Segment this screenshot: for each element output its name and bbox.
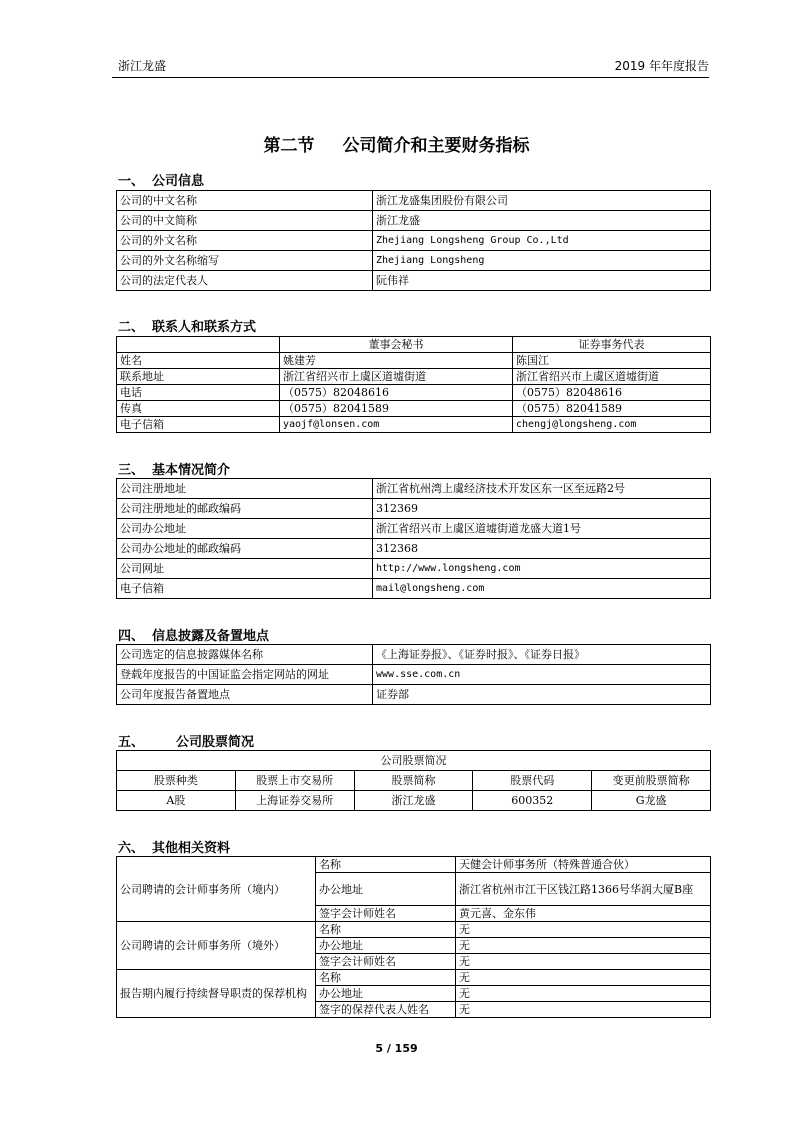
table-row xyxy=(117,271,711,291)
table-cell: （0575）82041589 xyxy=(280,401,513,417)
table-caption: 公司股票简况 xyxy=(117,751,711,771)
section-heading-disclosure xyxy=(118,625,269,644)
table-cell: 无 xyxy=(456,954,711,970)
section-heading-title: 基本情况简介 xyxy=(152,463,231,478)
header-report-title: 2019 年年度报告 xyxy=(614,59,709,73)
table-cell: 公司注册地址 xyxy=(117,479,373,499)
table-caption-row xyxy=(117,751,711,771)
group-label: 报告期内履行持续督导职责的保荐机构 xyxy=(117,970,316,1018)
table-cell: mail@longsheng.com xyxy=(373,579,711,599)
table-cell: 公司办公地址的邮政编码 xyxy=(117,539,373,559)
table-cell: 600352 xyxy=(473,791,592,811)
table-row xyxy=(117,559,711,579)
table-cell: 公司的中文名称 xyxy=(117,191,373,211)
table-cell: 名称 xyxy=(316,970,456,986)
table-cell: 无 xyxy=(456,1002,711,1018)
group-label: 公司聘请的会计师事务所（境内） xyxy=(117,857,316,922)
table-row xyxy=(117,922,711,938)
table-cell: G龙盛 xyxy=(592,791,711,811)
table-cell: 公司的外文名称缩写 xyxy=(117,251,373,271)
page-title xyxy=(0,131,793,156)
table-cell: 电子信箱 xyxy=(117,417,280,433)
table-cell: 浙江省杭州市江干区钱江路1366号华润大厦B座 xyxy=(456,873,711,906)
table-cell: 公司注册地址的邮政编码 xyxy=(117,499,373,519)
table-row xyxy=(117,665,711,685)
table-row xyxy=(117,417,711,433)
table-header-row xyxy=(117,771,711,791)
table-row xyxy=(117,191,711,211)
table-row xyxy=(117,970,711,986)
table-cell: 无 xyxy=(456,970,711,986)
table-cell: 办公地址 xyxy=(316,938,456,954)
table-cell: 公司选定的信息披露媒体名称 xyxy=(117,645,373,665)
table-header-cell: 证券事务代表 xyxy=(513,337,711,353)
table-cell: 公司的法定代表人 xyxy=(117,271,373,291)
table-cell: http://www.longsheng.com xyxy=(373,559,711,579)
table-row xyxy=(117,369,711,385)
table-cell: （0575）82048616 xyxy=(280,385,513,401)
section-heading-number: 三、 xyxy=(118,463,145,478)
table-cell: 浙江省绍兴市上虞区道墟街道龙盛大道1号 xyxy=(373,519,711,539)
table-cell: www.sse.com.cn xyxy=(373,665,711,685)
section-name: 公司简介和主要财务指标 xyxy=(342,136,530,156)
table-cell: 浙江省杭州湾上虞经济技术开发区东一区至远路2号 xyxy=(373,479,711,499)
table-row xyxy=(117,645,711,665)
table-cell: 阮伟祥 xyxy=(373,271,711,291)
table-cell: 浙江省绍兴市上虞区道墟街道 xyxy=(513,369,711,385)
table-cell: yaojf@lonsen.com xyxy=(280,417,513,433)
table-row xyxy=(117,401,711,417)
table-cell: 312369 xyxy=(373,499,711,519)
table-row xyxy=(117,251,711,271)
section-number: 第二节 xyxy=(263,136,315,156)
table-row xyxy=(117,579,711,599)
section-heading-number: 四、 xyxy=(118,629,145,644)
table-cell: 公司的外文名称 xyxy=(117,231,373,251)
section-heading-other xyxy=(118,837,230,856)
other-info-table xyxy=(116,856,711,1018)
table-cell: chengj@longsheng.com xyxy=(513,417,711,433)
table-header-cell: 股票种类 xyxy=(117,771,236,791)
section-heading-contacts xyxy=(118,316,256,335)
table-row xyxy=(117,231,711,251)
section-heading-number: 五、 xyxy=(118,735,145,750)
section-heading-title: 公司股票简况 xyxy=(176,735,255,750)
table-cell: 公司网址 xyxy=(117,559,373,579)
table-row xyxy=(117,211,711,231)
section-heading-number: 二、 xyxy=(118,320,145,335)
table-cell: 上海证券交易所 xyxy=(235,791,354,811)
table-row xyxy=(117,519,711,539)
section-heading-title: 公司信息 xyxy=(152,174,205,189)
table-header-cell: 股票代码 xyxy=(473,771,592,791)
table-cell: A股 xyxy=(117,791,236,811)
stock-table xyxy=(116,750,711,811)
section-heading-number: 六、 xyxy=(118,841,145,856)
table-header-row xyxy=(117,337,711,353)
table-cell: 312368 xyxy=(373,539,711,559)
table-cell: 公司办公地址 xyxy=(117,519,373,539)
table-cell: 《上海证券报》、《证券时报》、《证券日报》 xyxy=(373,645,711,665)
table-cell: 天健会计师事务所（特殊普通合伙） xyxy=(456,857,711,873)
company-info-table xyxy=(116,190,711,291)
table-cell: 电话 xyxy=(117,385,280,401)
table-row xyxy=(117,685,711,705)
table-cell: Zhejiang Longsheng xyxy=(373,251,711,271)
section-heading-title: 联系人和联系方式 xyxy=(152,320,257,335)
table-cell: 无 xyxy=(456,922,711,938)
table-row xyxy=(117,385,711,401)
table-cell: （0575）82041589 xyxy=(513,401,711,417)
table-row xyxy=(117,353,711,369)
table-cell: 名称 xyxy=(316,922,456,938)
table-cell: 姚建芳 xyxy=(280,353,513,369)
table-cell: 签字会计师姓名 xyxy=(316,906,456,922)
page-number: 5 / 159 xyxy=(375,1042,418,1055)
disclosure-table xyxy=(116,644,711,705)
table-cell: 办公地址 xyxy=(316,986,456,1002)
table-row xyxy=(117,499,711,519)
table-cell: 名称 xyxy=(316,857,456,873)
section-heading-title: 其他相关资料 xyxy=(152,841,231,856)
table-header-cell xyxy=(117,337,280,353)
table-cell: Zhejiang Longsheng Group Co.,Ltd xyxy=(373,231,711,251)
table-cell: 浙江龙盛 xyxy=(354,791,473,811)
table-row xyxy=(117,857,711,873)
table-header-cell: 股票上市交易所 xyxy=(235,771,354,791)
table-cell: 传真 xyxy=(117,401,280,417)
table-cell: 陈国江 xyxy=(513,353,711,369)
table-cell: 无 xyxy=(456,938,711,954)
contacts-table xyxy=(116,336,711,433)
table-cell: 办公地址 xyxy=(316,873,456,906)
table-header-cell: 董事会秘书 xyxy=(280,337,513,353)
section-heading-company-info xyxy=(118,170,204,189)
table-cell: 姓名 xyxy=(117,353,280,369)
header-company: 浙江龙盛 xyxy=(118,59,167,73)
table-cell: 电子信箱 xyxy=(117,579,373,599)
table-cell: 签字的保荐代表人姓名 xyxy=(316,1002,456,1018)
group-label: 公司聘请的会计师事务所（境外） xyxy=(117,922,316,970)
table-cell: 公司的中文简称 xyxy=(117,211,373,231)
table-row xyxy=(117,479,711,499)
table-cell: 登载年度报告的中国证监会指定网站的网址 xyxy=(117,665,373,685)
section-heading-number: 一、 xyxy=(118,174,145,189)
table-header-cell: 变更前股票简称 xyxy=(592,771,711,791)
table-row xyxy=(117,539,711,559)
table-cell: 证券部 xyxy=(373,685,711,705)
table-row xyxy=(117,791,711,811)
table-cell: （0575）82048616 xyxy=(513,385,711,401)
table-cell: 签字会计师姓名 xyxy=(316,954,456,970)
table-header-cell: 股票简称 xyxy=(354,771,473,791)
section-heading-stock xyxy=(118,731,254,750)
table-cell: 浙江省绍兴市上虞区道墟街道 xyxy=(280,369,513,385)
header-divider xyxy=(112,77,709,78)
table-cell: 联系地址 xyxy=(117,369,280,385)
table-cell: 浙江龙盛 xyxy=(373,211,711,231)
basic-info-table xyxy=(116,478,711,599)
table-cell: 公司年度报告备置地点 xyxy=(117,685,373,705)
table-cell: 无 xyxy=(456,986,711,1002)
table-cell: 浙江龙盛集团股份有限公司 xyxy=(373,191,711,211)
section-heading-title: 信息披露及备置地点 xyxy=(152,629,270,644)
table-cell: 黄元喜、金东伟 xyxy=(456,906,711,922)
section-heading-basic-info xyxy=(118,459,230,478)
